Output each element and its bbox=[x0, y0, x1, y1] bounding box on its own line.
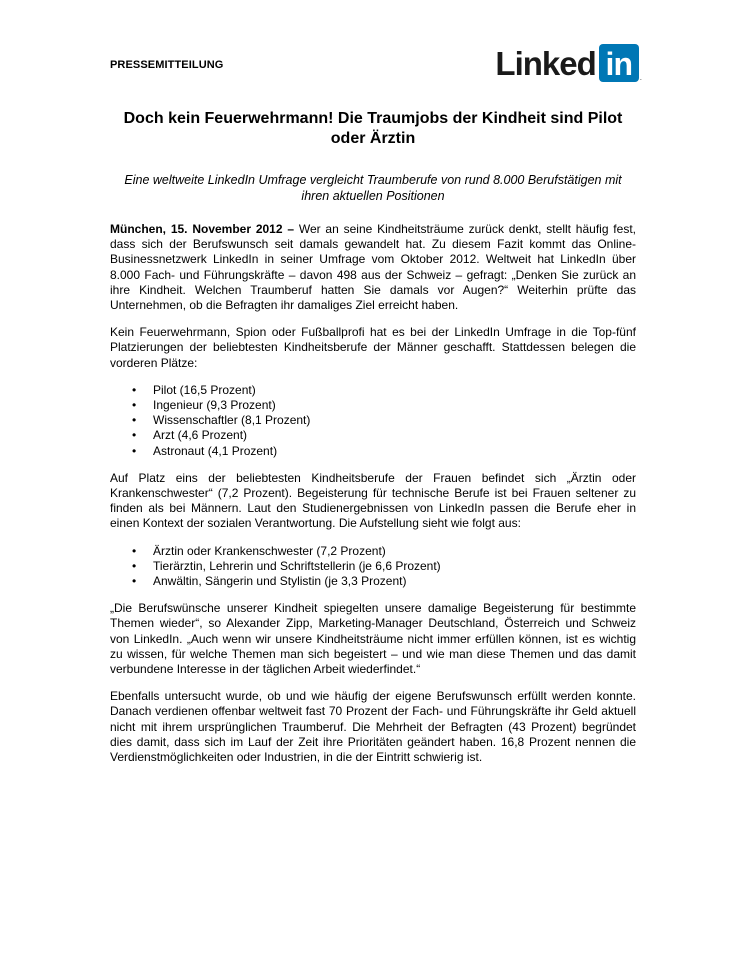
list-item: • Astronaut (4,1 Prozent) bbox=[132, 443, 278, 458]
list-item: • Anwältin, Sängerin und Stylistin (je 3,3 Prozent) bbox=[132, 574, 407, 589]
subheadline: Eine weltweite LinkedIn Umfrage vergleicht Traumberufe von rund 8.000 Berufstätigen mit ihren aktuellen Positionen bbox=[124, 173, 622, 203]
bullet-icon: • bbox=[132, 398, 137, 413]
bullet-icon: • bbox=[132, 443, 137, 458]
list-item: • Tierärztin, Lehrerin und Schriftstellerin (je 6,6 Prozent) bbox=[132, 558, 441, 573]
dateline: München, 15. November 2012 – bbox=[110, 222, 295, 236]
bullet-icon: • bbox=[132, 574, 137, 589]
list-item: • Ingenieur (9,3 Prozent) bbox=[132, 398, 276, 413]
list-item: • Ärztin oder Krankenschwester (7,2 Prozent) bbox=[132, 543, 386, 558]
linkedin-logo-text: Linked bbox=[495, 45, 596, 82]
paragraph-findings: Ebenfalls untersucht wurde, ob und wie häufig der eigene Berufswunsch erfüllt werden konnte. Danach verdienen offenbar weltweit fast 70 Prozent der Fach- und Führungskräfte ihr Geld aktuell nicht mit ihrem ursprünglichen Traumberuf. Die Mehrheit der Befragten (43 Prozent) begründet dies damit, dass sich im Lauf der Zeit ihre Prioritäten geändert haben. 16,8 Prozent nennen die Verdienstmöglichkeiten oder Industrien, in die der Eintritt schwierig ist. bbox=[110, 689, 636, 765]
list-item: • Arzt (4,6 Prozent) bbox=[132, 428, 248, 443]
bullet-icon: • bbox=[132, 558, 137, 573]
linkedin-logo-box: in bbox=[599, 44, 639, 82]
article-body bbox=[110, 222, 636, 777]
document-header bbox=[110, 40, 642, 84]
headline: Doch kein Feuerwehrmann! Die Traumjobs der Kindheit sind Pilot oder Ärztin bbox=[123, 110, 623, 147]
list-men-dream-jobs bbox=[110, 383, 636, 459]
bullet-icon: • bbox=[132, 382, 137, 397]
paragraph-quote: „Die Berufswünsche unserer Kindheit spiegelten unsere damalige Begeisterung für bestimmte Themen wieder“, so Alexander Zipp, Marketing-Manager Deutschland, Österreich und Schweiz von LinkedIn. „Auch wenn wir unsere Kindheitsträume nicht immer erfüllen können, ist es wichtig zu wissen, für welche Themen man sich begeistert – und wie man diese Themen und das damit verbundene Interesse in der täglichen Arbeit wiederfindet.“ bbox=[110, 601, 636, 677]
list-item: • Wissenschaftler (8,1 Prozent) bbox=[132, 413, 311, 428]
paragraph-women: Auf Platz eins der beliebtesten Kindheitsberufe der Frauen befindet sich „Ärztin oder Krankenschwester“ (7,2 Prozent). Begeisterung für technische Berufe ist bei Frauen seltener zu finden als bei Männern. Laut den Studienergebnissen von LinkedIn passen die Berufe eher in einen Kontext der sozialen Verantwortung. Die Aufstellung sieht wie folgt aus: bbox=[110, 470, 636, 531]
press-release-label: PRESSEMITTEILUNG bbox=[110, 59, 224, 71]
bullet-icon: • bbox=[132, 413, 137, 428]
paragraph-men: Kein Feuerwehrmann, Spion oder Fußballprofi hat es bei der LinkedIn Umfrage in die Top-fünf Platzierungen der beliebtesten Kindheitsberufe der Männer geschafft. Stattdessen belegen die vorderen Plätze: bbox=[110, 325, 636, 370]
bullet-icon: • bbox=[132, 428, 137, 443]
linkedin-logo bbox=[495, 40, 642, 82]
paragraph-intro-text: Wer an seine Kindheitsträume zurück denkt, stellt häufig fest, dass sich der Berufswunsch seit damals gewandelt hat. Zu diesem Fazit kommt das Online-Businessnetzwerk LinkedIn in seiner Umfrage vom Oktober 2012. Weltweit hat LinkedIn über 8.000 Fach- und Führungskräfte – davon 498 aus der Schweiz – gefragt: „Denken Sie zurück an ihre Kindheit. Welchen Traumberuf hatten Sie damals vor Augen?“ Weiterhin prüfte das Unternehmen, ob die Befragten ihr damaliges Ziel erreicht haben. bbox=[110, 222, 636, 313]
bullet-icon: • bbox=[132, 543, 137, 558]
paragraph-intro bbox=[110, 222, 636, 313]
list-item: • Pilot (16,5 Prozent) bbox=[132, 382, 256, 397]
linkedin-logo-mark: . bbox=[639, 73, 642, 82]
list-women-dream-jobs bbox=[110, 544, 636, 590]
